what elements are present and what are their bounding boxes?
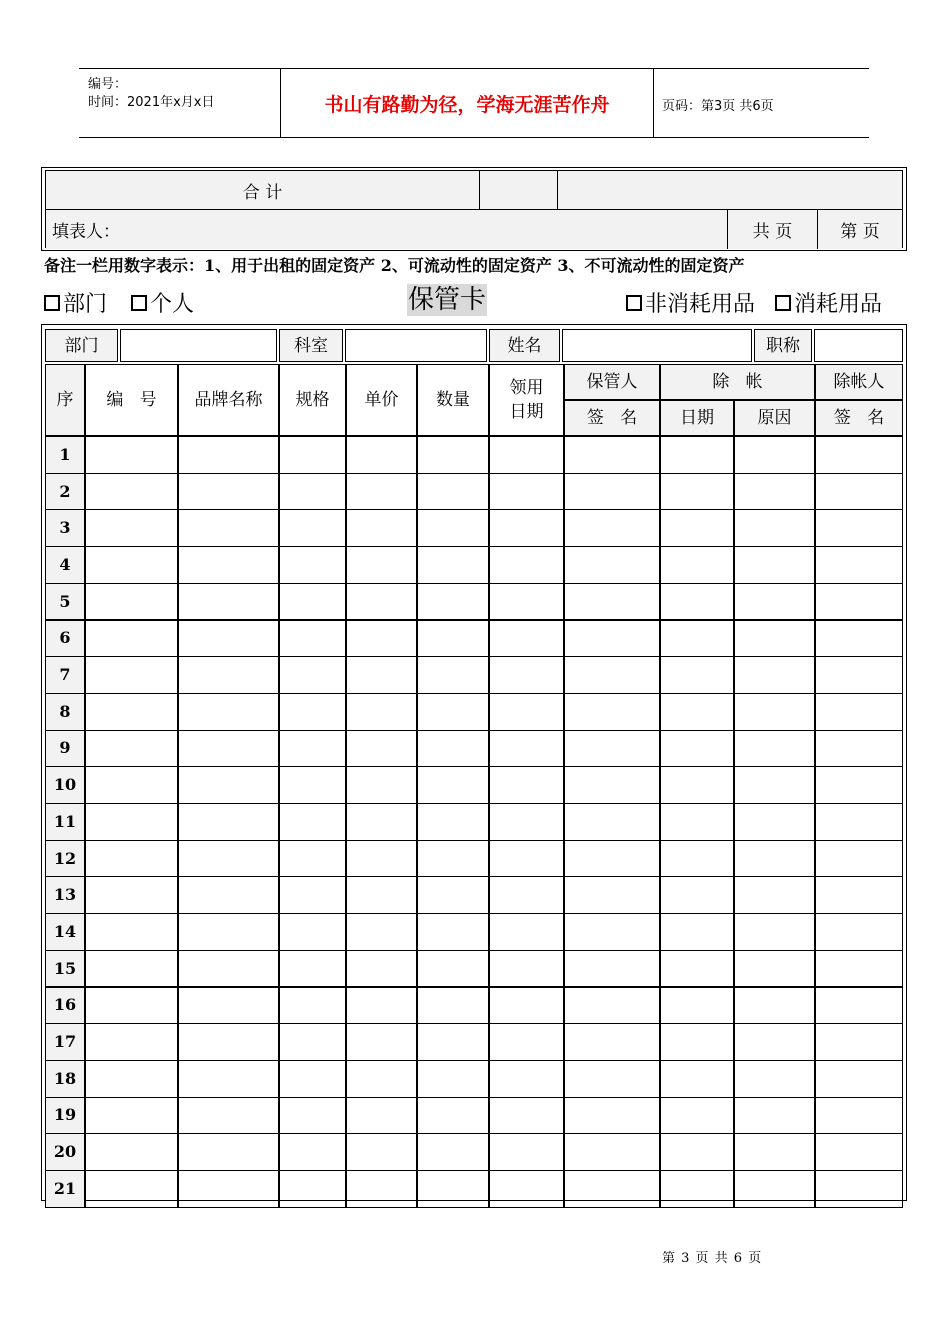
row-cell-quantity[interactable] — [417, 620, 489, 658]
row-cell-writeoff-sign[interactable] — [815, 509, 903, 547]
option-department-label: 部门 — [63, 292, 108, 317]
row-cell-spec[interactable] — [279, 876, 346, 914]
row-cell-keeper-sign[interactable] — [564, 1097, 660, 1135]
filler-label[interactable]: 填表人： — [46, 210, 728, 249]
row-cell-writeoff-reason[interactable] — [734, 1170, 815, 1208]
row-cell-quantity[interactable] — [417, 840, 489, 878]
row-cell-brand-name[interactable] — [178, 950, 279, 988]
row-number: 10 — [45, 766, 85, 804]
row-cell-writeoff-reason[interactable] — [734, 656, 815, 694]
option-department[interactable] — [44, 287, 107, 318]
row-cell-writeoff-reason[interactable] — [734, 730, 815, 768]
row-cell-quantity[interactable] — [417, 1097, 489, 1135]
row-cell-unit-price[interactable] — [346, 913, 417, 951]
row-cell-writeoff-date[interactable] — [660, 766, 734, 804]
row-cell-keeper-sign[interactable] — [564, 473, 660, 511]
row-cell-writeoff-date[interactable] — [660, 1133, 734, 1171]
option-personal-label: 个人 — [150, 292, 195, 317]
row-cell-quantity[interactable] — [417, 436, 489, 474]
row-cell-brand-name[interactable] — [178, 1023, 279, 1061]
row-cell-spec[interactable] — [279, 620, 346, 658]
row-cell-keeper-sign[interactable] — [564, 913, 660, 951]
row-cell-writeoff-reason[interactable] — [734, 546, 815, 584]
card-title: 保管卡 — [408, 285, 487, 315]
row-number: 5 — [45, 583, 85, 621]
consumable-checkbox[interactable] — [775, 295, 791, 311]
row-number: 16 — [45, 987, 85, 1025]
row-cell-writeoff-sign[interactable] — [815, 766, 903, 804]
row-cell-code[interactable] — [85, 766, 178, 804]
row-cell-quantity[interactable] — [417, 1133, 489, 1171]
row-cell-brand-name[interactable] — [178, 656, 279, 694]
row-cell-quantity[interactable] — [417, 803, 489, 841]
row-cell-writeoff-reason[interactable] — [734, 509, 815, 547]
option-consumable[interactable] — [775, 287, 882, 318]
row-number: 1 — [45, 436, 85, 474]
row-cell-unit-price[interactable] — [346, 436, 417, 474]
row-cell-writeoff-date[interactable] — [660, 987, 734, 1025]
row-cell-receive-date[interactable] — [489, 1060, 564, 1098]
row-cell-keeper-sign[interactable] — [564, 840, 660, 878]
row-cell-keeper-sign[interactable] — [564, 656, 660, 694]
row-cell-receive-date[interactable] — [489, 803, 564, 841]
row-cell-receive-date[interactable] — [489, 1133, 564, 1171]
row-cell-brand-name[interactable] — [178, 803, 279, 841]
row-cell-writeoff-date[interactable] — [660, 436, 734, 474]
row-cell-brand-name[interactable] — [178, 876, 279, 914]
row-number: 9 — [45, 730, 85, 768]
row-cell-writeoff-date[interactable] — [660, 509, 734, 547]
row-number: 8 — [45, 693, 85, 731]
row-cell-receive-date[interactable] — [489, 987, 564, 1025]
row-cell-writeoff-reason[interactable] — [734, 620, 815, 658]
row-cell-writeoff-date[interactable] — [660, 950, 734, 988]
row-cell-writeoff-reason[interactable] — [734, 950, 815, 988]
row-cell-receive-date[interactable] — [489, 436, 564, 474]
col-keeper-sign: 签 名 — [564, 400, 660, 436]
row-cell-writeoff-sign[interactable] — [815, 876, 903, 914]
row-cell-code[interactable] — [85, 987, 178, 1025]
row-cell-writeoff-date[interactable] — [660, 693, 734, 731]
row-cell-writeoff-date[interactable] — [660, 546, 734, 584]
row-cell-brand-name[interactable] — [178, 1133, 279, 1171]
info-department-label: 部门 — [45, 329, 118, 362]
row-cell-brand-name[interactable] — [178, 1060, 279, 1098]
row-cell-spec[interactable] — [279, 583, 346, 621]
row-cell-brand-name[interactable] — [178, 546, 279, 584]
row-cell-keeper-sign[interactable] — [564, 1170, 660, 1208]
row-cell-writeoff-reason[interactable] — [734, 987, 815, 1025]
row-cell-spec[interactable] — [279, 1060, 346, 1098]
row-cell-quantity[interactable] — [417, 693, 489, 731]
info-title-label: 职称 — [754, 329, 812, 362]
row-cell-writeoff-sign[interactable] — [815, 620, 903, 658]
row-cell-writeoff-reason[interactable] — [734, 913, 815, 951]
row-number: 13 — [45, 876, 85, 914]
page-info: 页码：第3页 共6页 — [662, 99, 774, 114]
total-table — [41, 167, 907, 251]
row-cell-writeoff-reason[interactable] — [734, 1097, 815, 1135]
row-cell-unit-price[interactable] — [346, 1097, 417, 1135]
row-cell-brand-name[interactable] — [178, 730, 279, 768]
row-cell-unit-price[interactable] — [346, 1060, 417, 1098]
row-cell-unit-price[interactable] — [346, 950, 417, 988]
row-cell-writeoff-reason[interactable] — [734, 1060, 815, 1098]
row-cell-keeper-sign[interactable] — [564, 509, 660, 547]
department-checkbox[interactable] — [44, 295, 60, 311]
row-cell-receive-date[interactable] — [489, 620, 564, 658]
row-cell-writeoff-date[interactable] — [660, 803, 734, 841]
row-number: 4 — [45, 546, 85, 584]
col-writeoff-person: 除帐人 — [815, 364, 903, 400]
row-cell-brand-name[interactable] — [178, 509, 279, 547]
row-cell-quantity[interactable] — [417, 766, 489, 804]
row-cell-writeoff-sign[interactable] — [815, 1060, 903, 1098]
row-cell-receive-date[interactable] — [489, 1097, 564, 1135]
row-cell-writeoff-sign[interactable] — [815, 803, 903, 841]
info-section-label: 科室 — [279, 329, 343, 362]
row-cell-code[interactable] — [85, 473, 178, 511]
row-cell-keeper-sign[interactable] — [564, 546, 660, 584]
row-cell-writeoff-reason[interactable] — [734, 876, 815, 914]
row-cell-spec[interactable] — [279, 546, 346, 584]
option-personal[interactable] — [131, 287, 194, 318]
row-cell-code[interactable] — [85, 730, 178, 768]
col-keeper: 保管人 — [564, 364, 660, 400]
non-consumable-checkbox[interactable] — [626, 295, 642, 311]
row-cell-unit-price[interactable] — [346, 840, 417, 878]
row-cell-receive-date[interactable] — [489, 950, 564, 988]
row-cell-writeoff-reason[interactable] — [734, 1133, 815, 1171]
row-cell-spec[interactable] — [279, 656, 346, 694]
custody-card-table — [41, 324, 907, 1201]
row-cell-writeoff-sign[interactable] — [815, 950, 903, 988]
row-cell-brand-name[interactable] — [178, 1097, 279, 1135]
col-code: 编 号 — [85, 364, 178, 436]
row-cell-quantity[interactable] — [417, 987, 489, 1025]
row-cell-code[interactable] — [85, 620, 178, 658]
row-cell-writeoff-sign[interactable] — [815, 1170, 903, 1208]
row-cell-quantity[interactable] — [417, 473, 489, 511]
row-cell-keeper-sign[interactable] — [564, 1023, 660, 1061]
row-cell-unit-price[interactable] — [346, 620, 417, 658]
row-cell-spec[interactable] — [279, 1133, 346, 1171]
info-name-label: 姓名 — [489, 329, 560, 362]
row-number: 7 — [45, 656, 85, 694]
row-cell-receive-date[interactable] — [489, 509, 564, 547]
row-cell-unit-price[interactable] — [346, 1133, 417, 1171]
serial-label: 编号： — [88, 77, 128, 92]
row-cell-writeoff-sign[interactable] — [815, 473, 903, 511]
row-cell-writeoff-date[interactable] — [660, 876, 734, 914]
row-cell-keeper-sign[interactable] — [564, 730, 660, 768]
col-seq: 序 — [45, 364, 85, 436]
row-cell-unit-price[interactable] — [346, 693, 417, 731]
row-cell-unit-price[interactable] — [346, 509, 417, 547]
row-cell-receive-date[interactable] — [489, 546, 564, 584]
row-cell-writeoff-reason[interactable] — [734, 473, 815, 511]
row-cell-code[interactable] — [85, 913, 178, 951]
row-cell-spec[interactable] — [279, 766, 346, 804]
row-cell-writeoff-sign[interactable] — [815, 1133, 903, 1171]
total-cell-2[interactable] — [558, 171, 902, 210]
row-cell-writeoff-reason[interactable] — [734, 583, 815, 621]
row-cell-brand-name[interactable] — [178, 583, 279, 621]
row-cell-keeper-sign[interactable] — [564, 987, 660, 1025]
total-label: 合 计 — [46, 171, 480, 210]
row-cell-unit-price[interactable] — [346, 473, 417, 511]
row-cell-receive-date[interactable] — [489, 1023, 564, 1061]
row-cell-quantity[interactable] — [417, 876, 489, 914]
row-number: 18 — [45, 1060, 85, 1098]
row-cell-unit-price[interactable] — [346, 1023, 417, 1061]
row-number: 19 — [45, 1097, 85, 1135]
row-cell-writeoff-sign[interactable] — [815, 436, 903, 474]
row-cell-quantity[interactable] — [417, 730, 489, 768]
row-cell-writeoff-sign[interactable] — [815, 840, 903, 878]
row-cell-keeper-sign[interactable] — [564, 950, 660, 988]
row-number: 2 — [45, 473, 85, 511]
row-cell-spec[interactable] — [279, 436, 346, 474]
header-meta — [79, 69, 279, 137]
row-cell-unit-price[interactable] — [346, 803, 417, 841]
col-brand-name: 品牌名称 — [178, 364, 279, 436]
row-cell-code[interactable] — [85, 803, 178, 841]
row-cell-writeoff-date[interactable] — [660, 656, 734, 694]
row-cell-brand-name[interactable] — [178, 1170, 279, 1208]
row-cell-spec[interactable] — [279, 693, 346, 731]
row-number: 14 — [45, 913, 85, 951]
row-cell-unit-price[interactable] — [346, 546, 417, 584]
row-cell-keeper-sign[interactable] — [564, 766, 660, 804]
motto: 书山有路勤为径，学海无涯苦作舟 — [280, 69, 654, 137]
row-cell-spec[interactable] — [279, 509, 346, 547]
row-cell-spec[interactable] — [279, 840, 346, 878]
row-cell-writeoff-date[interactable] — [660, 913, 734, 951]
total-cell-1[interactable] — [480, 171, 558, 210]
row-cell-receive-date[interactable] — [489, 1170, 564, 1208]
row-cell-brand-name[interactable] — [178, 913, 279, 951]
row-cell-brand-name[interactable] — [178, 473, 279, 511]
page-header — [79, 68, 869, 138]
row-cell-code[interactable] — [85, 1133, 178, 1171]
col-spec: 规格 — [279, 364, 346, 436]
row-cell-writeoff-sign[interactable] — [815, 730, 903, 768]
row-cell-writeoff-date[interactable] — [660, 473, 734, 511]
row-cell-code[interactable] — [85, 656, 178, 694]
row-cell-keeper-sign[interactable] — [564, 876, 660, 914]
info-section-value[interactable] — [345, 329, 487, 362]
row-cell-quantity[interactable] — [417, 546, 489, 584]
row-cell-writeoff-reason[interactable] — [734, 1023, 815, 1061]
row-number: 20 — [45, 1133, 85, 1171]
option-consumable-label: 消耗用品 — [794, 292, 883, 317]
col-writeoff-sign: 签 名 — [815, 400, 903, 436]
row-cell-receive-date[interactable] — [489, 876, 564, 914]
col-writeoff: 除 帐 — [660, 364, 815, 400]
row-cell-writeoff-sign[interactable] — [815, 913, 903, 951]
row-cell-writeoff-reason[interactable] — [734, 766, 815, 804]
row-cell-brand-name[interactable] — [178, 987, 279, 1025]
row-cell-writeoff-date[interactable] — [660, 1023, 734, 1061]
row-cell-code[interactable] — [85, 436, 178, 474]
row-cell-writeoff-date[interactable] — [660, 1097, 734, 1135]
row-cell-writeoff-date[interactable] — [660, 730, 734, 768]
row-cell-writeoff-sign[interactable] — [815, 656, 903, 694]
row-cell-brand-name[interactable] — [178, 766, 279, 804]
row-cell-code[interactable] — [85, 693, 178, 731]
row-cell-writeoff-sign[interactable] — [815, 583, 903, 621]
row-cell-spec[interactable] — [279, 803, 346, 841]
row-cell-code[interactable] — [85, 546, 178, 584]
row-cell-writeoff-reason[interactable] — [734, 436, 815, 474]
row-cell-brand-name[interactable] — [178, 693, 279, 731]
remark-note: 备注一栏用数字表示：1、用于出租的固定资产 2、可流动性的固定资产 3、不可流动性的固定资产 — [44, 256, 745, 275]
row-cell-brand-name[interactable] — [178, 840, 279, 878]
row-cell-receive-date[interactable] — [489, 656, 564, 694]
row-cell-receive-date[interactable] — [489, 693, 564, 731]
row-cell-unit-price[interactable] — [346, 1170, 417, 1208]
row-number: 15 — [45, 950, 85, 988]
row-cell-writeoff-date[interactable] — [660, 1060, 734, 1098]
row-cell-code[interactable] — [85, 1097, 178, 1135]
row-cell-brand-name[interactable] — [178, 436, 279, 474]
row-cell-spec[interactable] — [279, 730, 346, 768]
row-cell-keeper-sign[interactable] — [564, 620, 660, 658]
row-number: 6 — [45, 620, 85, 658]
row-cell-spec[interactable] — [279, 913, 346, 951]
row-cell-quantity[interactable] — [417, 656, 489, 694]
row-cell-spec[interactable] — [279, 473, 346, 511]
row-cell-code[interactable] — [85, 583, 178, 621]
row-cell-code[interactable] — [85, 950, 178, 988]
row-cell-code[interactable] — [85, 840, 178, 878]
row-cell-writeoff-sign[interactable] — [815, 693, 903, 731]
row-cell-keeper-sign[interactable] — [564, 693, 660, 731]
time-label: 时间：2021年x月x日 — [88, 95, 215, 110]
row-cell-keeper-sign[interactable] — [564, 803, 660, 841]
row-cell-spec[interactable] — [279, 1023, 346, 1061]
row-cell-unit-price[interactable] — [346, 583, 417, 621]
row-cell-unit-price[interactable] — [346, 766, 417, 804]
row-cell-writeoff-date[interactable] — [660, 840, 734, 878]
row-cell-quantity[interactable] — [417, 1170, 489, 1208]
total-pages: 共 页 — [728, 210, 818, 249]
row-cell-unit-price[interactable] — [346, 730, 417, 768]
row-cell-writeoff-sign[interactable] — [815, 1097, 903, 1135]
row-cell-unit-price[interactable] — [346, 987, 417, 1025]
row-number: 11 — [45, 803, 85, 841]
row-number: 3 — [45, 509, 85, 547]
row-cell-code[interactable] — [85, 509, 178, 547]
row-cell-receive-date[interactable] — [489, 913, 564, 951]
row-cell-writeoff-sign[interactable] — [815, 546, 903, 584]
personal-checkbox[interactable] — [131, 295, 147, 311]
row-cell-unit-price[interactable] — [346, 656, 417, 694]
row-cell-writeoff-date[interactable] — [660, 583, 734, 621]
row-cell-quantity[interactable] — [417, 1060, 489, 1098]
row-cell-code[interactable] — [85, 1023, 178, 1061]
row-cell-keeper-sign[interactable] — [564, 1060, 660, 1098]
row-cell-quantity[interactable] — [417, 1023, 489, 1061]
row-cell-writeoff-reason[interactable] — [734, 803, 815, 841]
row-cell-receive-date[interactable] — [489, 840, 564, 878]
row-cell-keeper-sign[interactable] — [564, 436, 660, 474]
row-cell-writeoff-date[interactable] — [660, 620, 734, 658]
row-cell-keeper-sign[interactable] — [564, 583, 660, 621]
row-cell-quantity[interactable] — [417, 509, 489, 547]
row-cell-writeoff-sign[interactable] — [815, 987, 903, 1025]
row-cell-spec[interactable] — [279, 1097, 346, 1135]
row-cell-writeoff-date[interactable] — [660, 1170, 734, 1208]
col-quantity: 数量 — [417, 364, 489, 436]
option-non-consumable-label: 非消耗用品 — [645, 292, 756, 317]
row-number: 17 — [45, 1023, 85, 1061]
row-cell-code[interactable] — [85, 876, 178, 914]
row-cell-receive-date[interactable] — [489, 766, 564, 804]
row-cell-writeoff-reason[interactable] — [734, 693, 815, 731]
row-cell-receive-date[interactable] — [489, 730, 564, 768]
row-cell-receive-date[interactable] — [489, 583, 564, 621]
row-cell-spec[interactable] — [279, 1170, 346, 1208]
page-footer: 第 3 页 共 6 页 — [662, 1251, 763, 1266]
info-title-value[interactable] — [814, 329, 903, 362]
row-cell-code[interactable] — [85, 1170, 178, 1208]
row-cell-unit-price[interactable] — [346, 876, 417, 914]
row-cell-quantity[interactable] — [417, 583, 489, 621]
row-cell-spec[interactable] — [279, 987, 346, 1025]
row-cell-quantity[interactable] — [417, 950, 489, 988]
row-cell-quantity[interactable] — [417, 913, 489, 951]
row-number: 12 — [45, 840, 85, 878]
info-name-value[interactable] — [562, 329, 752, 362]
row-cell-spec[interactable] — [279, 950, 346, 988]
row-cell-writeoff-sign[interactable] — [815, 1023, 903, 1061]
row-cell-writeoff-reason[interactable] — [734, 840, 815, 878]
row-cell-code[interactable] — [85, 1060, 178, 1098]
row-cell-receive-date[interactable] — [489, 473, 564, 511]
col-writeoff-reason: 原因 — [734, 400, 815, 436]
info-department-value[interactable] — [120, 329, 277, 362]
row-cell-keeper-sign[interactable] — [564, 1133, 660, 1171]
row-number: 21 — [45, 1170, 85, 1208]
col-unit-price: 单价 — [346, 364, 417, 436]
current-page: 第 页 — [818, 210, 902, 249]
row-cell-brand-name[interactable] — [178, 620, 279, 658]
col-receive-date: 领用 日期 — [489, 364, 564, 436]
col-writeoff-date: 日期 — [660, 400, 734, 436]
option-non-consumable[interactable] — [626, 287, 755, 318]
